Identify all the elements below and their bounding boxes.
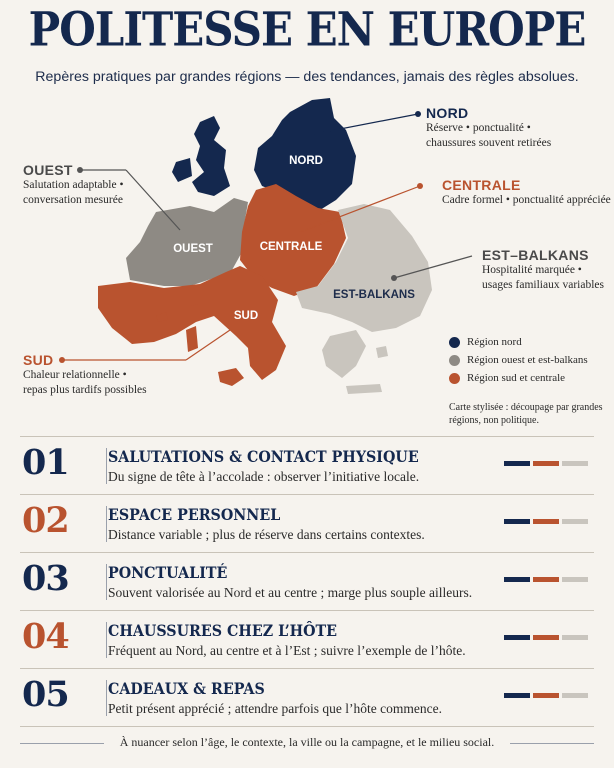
callout-sud-desc-2: repas plus tardifs possibles (23, 384, 147, 396)
tip-divider (106, 622, 107, 658)
callout-sud-desc-1: Chaleur relationnelle • (23, 369, 127, 381)
tip-description: Distance variable ; plus de réserve dans certains contextes. (108, 527, 425, 542)
bar-navy (504, 577, 530, 582)
tips-list (20, 436, 594, 727)
callout-ouest (23, 162, 123, 208)
tip-color-bars (504, 635, 588, 640)
bar-navy (504, 519, 530, 524)
bar-rust (533, 635, 559, 640)
island-corsica-shape (190, 304, 198, 320)
tip-title: CHAUSSURES CHEZ L’HÔTE (108, 621, 338, 640)
legend-item (449, 351, 588, 369)
callout-centrale-title: CENTRALE (442, 177, 521, 193)
footer-text: À nuancer selon l’âge, le contexte, la ville ou la campagne, et le milieu social. (119, 735, 495, 749)
callout-est-title: EST–BALKANS (482, 247, 589, 263)
bar-navy (504, 693, 530, 698)
tip-description: Du signe de tête à l’accolade : observer l’initiative locale. (108, 469, 420, 484)
map-label-centrale: CENTRALE (259, 241, 323, 253)
callout-nord (426, 105, 551, 151)
bar-rust (533, 693, 559, 698)
tip-divider (106, 680, 107, 716)
map-label-nord: NORD (289, 155, 323, 167)
bar-light (562, 693, 588, 698)
legend-item (449, 333, 588, 351)
callout-est-desc-2: usages familiaux variables (482, 279, 604, 291)
bar-light (562, 519, 588, 524)
callout-nord-title: NORD (426, 105, 469, 121)
callout-ouest-title: OUEST (23, 162, 73, 178)
callout-nord-desc-2: chaussures souvent retirées (426, 137, 552, 149)
legend-label: Région ouest et est-balkans (467, 354, 588, 366)
tip-row (20, 610, 594, 668)
tip-description: Petit présent apprécié ; attendre parfois que l’hôte commence. (108, 701, 442, 716)
bar-rust (533, 519, 559, 524)
tip-description: Souvent valorisée au Nord et au centre ; marge plus souple ailleurs. (108, 585, 473, 600)
bar-light (562, 577, 588, 582)
island-crete-shape (346, 384, 382, 394)
bar-light (562, 635, 588, 640)
ireland-shape (172, 158, 192, 182)
tip-number: 04 (22, 616, 69, 657)
tip-color-bars (504, 461, 588, 466)
legend-dot (449, 337, 460, 348)
legend-dot (449, 355, 460, 366)
island-sicily-shape (218, 368, 244, 386)
map-label-sud: SUD (233, 310, 259, 322)
legend-item (449, 369, 588, 387)
bar-navy (504, 635, 530, 640)
page-title: POLITESSE EN EUROPE (28, 2, 586, 57)
tip-number: 02 (22, 500, 69, 541)
footer-note (20, 735, 594, 750)
tip-number: 01 (22, 442, 69, 483)
page-subtitle: Repères pratiques par grandes régions — des tendances, jamais des règles absolues. (35, 69, 579, 85)
callout-ouest-desc-1: Salutation adaptable • (23, 179, 124, 191)
tip-title: ESPACE PERSONNEL (108, 505, 281, 524)
map-label-est: EST-BALKANS (333, 289, 415, 301)
callout-est (482, 247, 604, 293)
footer-rule-right (510, 743, 594, 744)
map-legend (449, 333, 588, 387)
tip-description: Fréquent au Nord, au centre et à l’Est ; suivre l’exemple de l’hôte. (108, 643, 466, 658)
legend-dot (449, 373, 460, 384)
map-note: Carte stylisée : découpage par grandes régions, non politique. (449, 402, 603, 426)
bar-rust (533, 577, 559, 582)
tip-title: PONCTUALITÉ (108, 563, 228, 582)
tip-row (20, 494, 594, 552)
island-aegean-shape (376, 346, 388, 358)
tip-row (20, 552, 594, 610)
tip-divider (106, 564, 107, 600)
callout-ouest-desc-2: conversation mesurée (23, 194, 123, 206)
callout-nord-desc-1: Réserve • ponctualité • (426, 122, 531, 134)
tip-divider (106, 448, 107, 484)
bar-rust (533, 461, 559, 466)
tip-title: SALUTATIONS & CONTACT PHYSIQUE (108, 447, 419, 466)
tip-divider (106, 506, 107, 542)
bar-light (562, 461, 588, 466)
bar-navy (504, 461, 530, 466)
tip-color-bars (504, 577, 588, 582)
callout-sud (23, 352, 147, 398)
callout-sud-title: SUD (23, 352, 54, 368)
legend-label: Région sud et centrale (467, 372, 566, 384)
greece-shape (322, 330, 366, 378)
island-sardinia-shape (186, 326, 198, 352)
uk-shape (192, 116, 230, 196)
tip-row (20, 436, 594, 494)
tip-color-bars (504, 519, 588, 524)
callout-est-desc-1: Hospitalité marquée • (482, 264, 582, 276)
footer-rule-left (20, 743, 104, 744)
tip-number: 03 (22, 558, 69, 599)
tip-color-bars (504, 693, 588, 698)
tip-row (20, 668, 594, 727)
legend-label: Région nord (467, 336, 522, 348)
callout-centrale (442, 177, 611, 208)
tip-title: CADEAUX & REPAS (108, 679, 265, 698)
tip-number: 05 (22, 674, 69, 715)
callout-centrale-desc-1: Cadre formel • ponctualité appréciée (442, 194, 611, 206)
map-label-ouest: OUEST (173, 243, 213, 255)
